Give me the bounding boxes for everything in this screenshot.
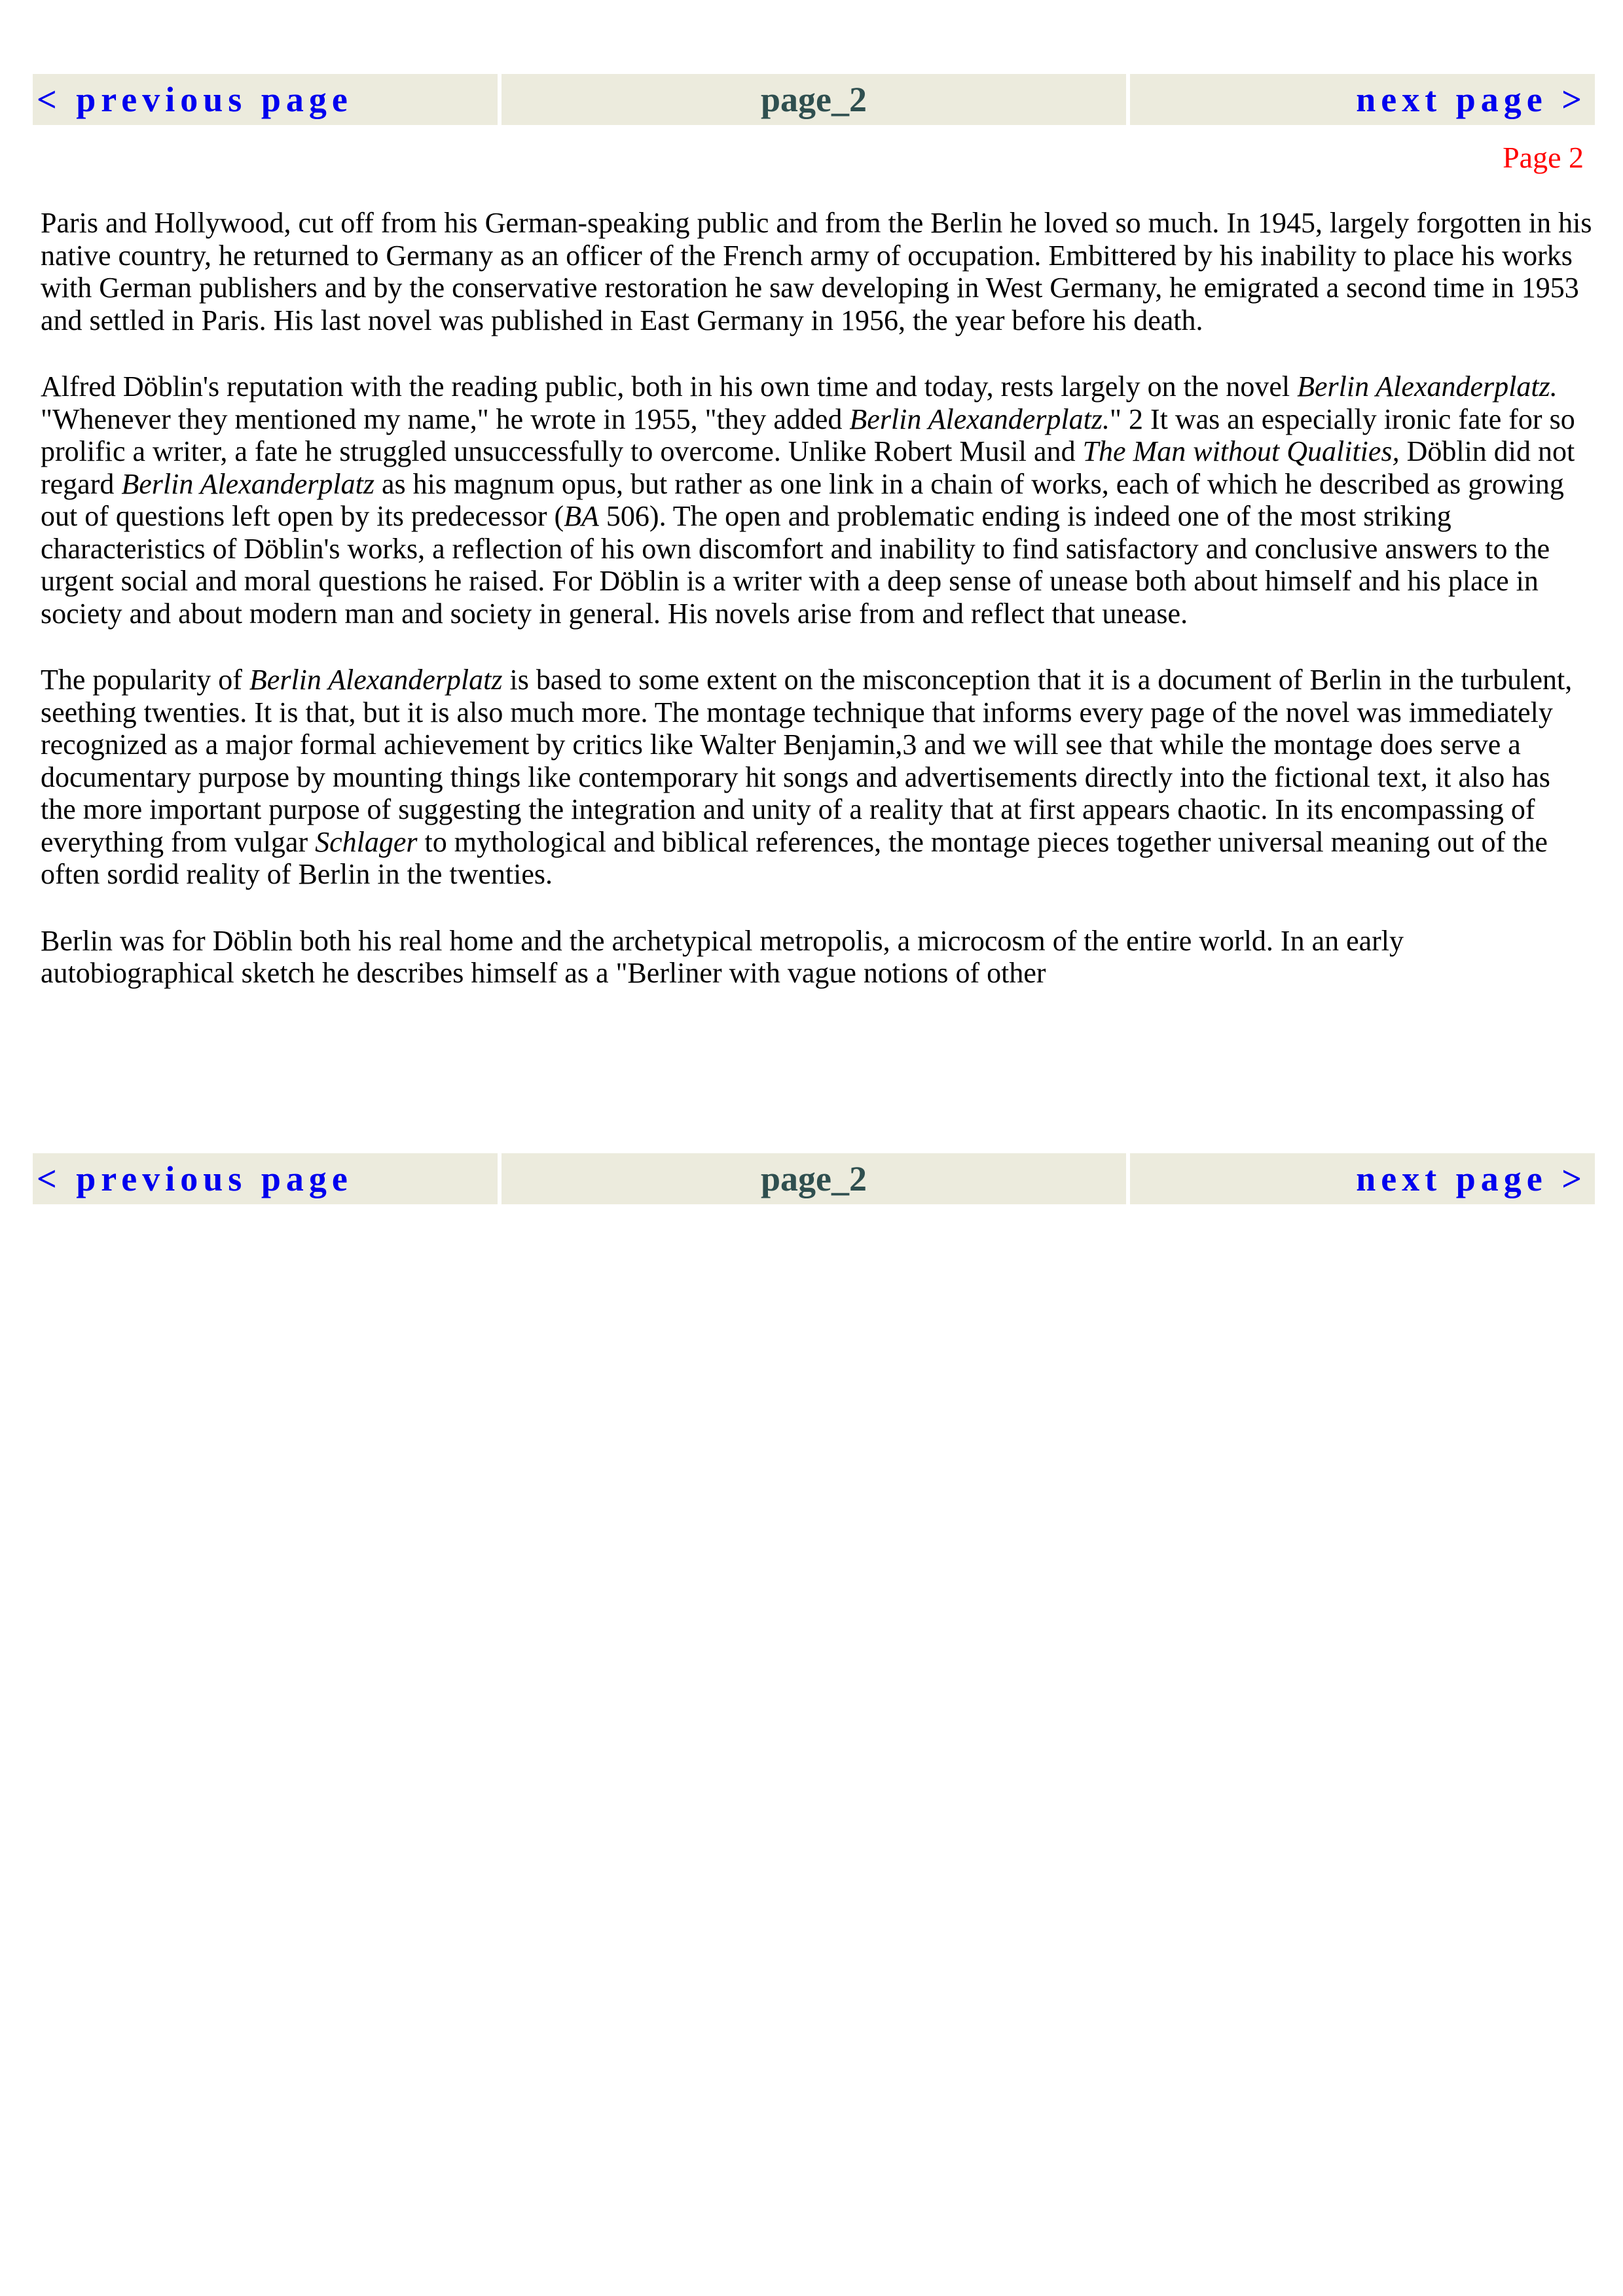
text-span: Paris and Hollywood, cut off from his German-speaking public and from the Berlin he loved so much. In 1945, largely forgotten in his native country, he returned to Germany as an officer of the French army of occupation. Embittered by his inability to place his works with German publishers and by the conservative restoration he saw developing in West Germany, he emigrated a second time in 1953 and settled in Paris. His last novel was published in East Germany in 1956, the year before his death. [41, 207, 1592, 336]
text-span: 506). The open and problematic ending is indeed one of the most striking characteristics of Döblin's works, a reflection of his own discomfort and inability to find satisfactory and conclusive answers to the urgent social and moral questions he raised. For Döblin is a writer with a deep sense of unease both about himself and his place in society and about modern man and society in general. His novels arise from and reflect that unease. [41, 500, 1550, 630]
italic-title: Berlin Alexanderplatz. [849, 403, 1110, 435]
text-span: " 2 It was an especially ironic fate for so prolific a writer, a fate he struggled unsuccessfully to overcome. Unlike Robert Musil and [41, 403, 1575, 467]
text-span: Berlin was for Döblin both his real home and the archetypical metropolis, a microcosm of the entire world. In an early autobiographical sketch he describes himself as a "Berliner with vague notions of other [41, 924, 1404, 989]
previous-page-link[interactable]: < previous page [33, 1153, 498, 1204]
next-page-link[interactable]: next page > [1130, 1153, 1595, 1204]
text-span: is based to some extent on the misconception that it is a document of Berlin in the turbulent, seething twenties. It is that, but it is also much more. The montage technique that informs every page of the novel was immediately recognized as a major formal achievement by critics like Walter Benjamin,3 and we will see that while the montage does serve a documentary purpose by mounting things like contemporary hit songs and advertisements directly into the fictional text, it also has the more important purpose of suggesting the integration and unity of a reality that at first appears chaotic. In its encompassing of everything from vulgar [41, 664, 1573, 858]
italic-title: Berlin Alexanderplatz [249, 664, 503, 696]
text-span: "Whenever they mentioned my name," he wrote in 1955, "they added [41, 403, 850, 435]
text-span: Döblin did not regard [41, 435, 1575, 500]
paragraph-2 [41, 370, 1592, 630]
text-span: The popularity of [41, 664, 249, 696]
page-identifier: page_2 [501, 1153, 1126, 1204]
top-navigation-bar [33, 74, 1595, 125]
next-page-link[interactable]: next page > [1130, 74, 1595, 125]
italic-title: Berlin Alexanderplatz [121, 467, 374, 500]
page-number-label: Page 2 [1503, 141, 1584, 174]
paragraph-4 [41, 925, 1592, 990]
main-text [41, 207, 1592, 1024]
italic-abbreviation: BA [564, 500, 599, 532]
italic-title: The Man without Qualities, [1082, 435, 1400, 467]
text-span: to mythological and biblical references, the montage pieces together universal meaning out of the often sordid reality of Berlin in the twenties. [41, 825, 1548, 890]
text-span: Alfred Döblin's reputation with the reading public, both in his own time and today, rests largely on the novel [41, 370, 1298, 403]
paragraph-3 [41, 664, 1592, 891]
bottom-navigation-bar [33, 1153, 1595, 1204]
italic-term: Schlager [315, 825, 418, 858]
italic-title: Berlin Alexanderplatz. [1297, 370, 1558, 403]
paragraph-1 [41, 207, 1592, 336]
page-identifier: page_2 [501, 74, 1126, 125]
text-span: as his magnum opus, but rather as one link in a chain of works, each of which he described as growing out of questions left open by its predecessor ( [41, 467, 1564, 532]
previous-page-link[interactable]: < previous page [33, 74, 498, 125]
